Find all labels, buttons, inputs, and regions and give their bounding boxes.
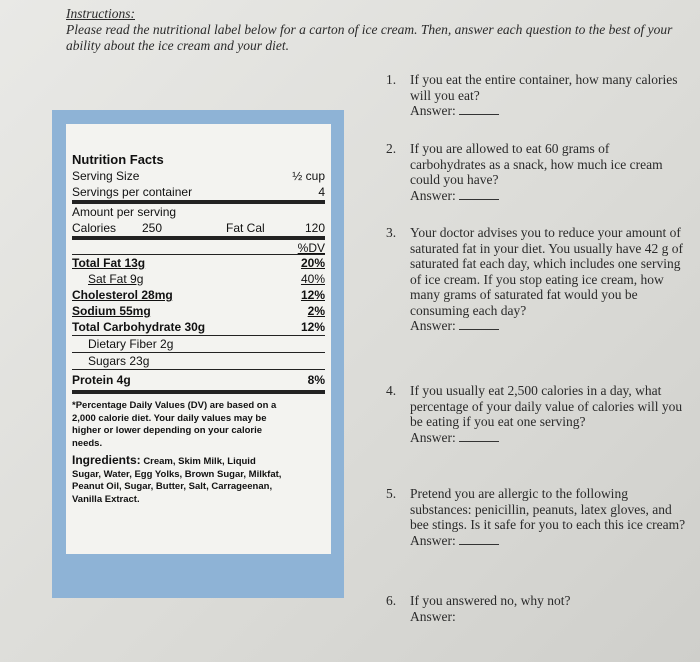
question-number: 1. bbox=[386, 72, 397, 87]
servings-value: 4 bbox=[318, 185, 325, 199]
nutrient-dv: 40% bbox=[300, 272, 325, 286]
question-text: Pretend you are allergic to the following substances: penicillin, peanuts, latex gloves, and bee stings. Is it safe for you to each this ice cream? bbox=[410, 486, 686, 532]
question-5 bbox=[386, 486, 686, 548]
answer-label: Answer: bbox=[410, 103, 456, 118]
answer-label: Answer: bbox=[410, 318, 456, 333]
nutrient-dv: 12% bbox=[300, 288, 325, 302]
question-number: 3. bbox=[386, 225, 397, 240]
question-number: 6. bbox=[386, 593, 397, 608]
calories-label: Calories bbox=[72, 221, 117, 235]
nutrient-name: Sugars 23g bbox=[88, 354, 150, 368]
calories-value: 250 bbox=[142, 221, 163, 235]
nutrient-dv: 12% bbox=[300, 320, 325, 334]
ingredients-label: Ingredients: bbox=[72, 453, 141, 467]
question-text: Your doctor advises you to reduce your amount of saturated fat in your diet. You usually have 42 g of saturated fat each day, which includes one serving of ice cream. If you stop eating ice cream, how many grams of saturated fat would you be consuming each day? bbox=[410, 225, 683, 318]
answer-blank[interactable] bbox=[459, 189, 499, 200]
nutrient-name: Sat Fat 9g bbox=[88, 272, 144, 286]
serving-size-label: Serving Size bbox=[72, 169, 140, 183]
answer-blank[interactable] bbox=[459, 431, 499, 442]
question-text: If you are allowed to eat 60 grams of carbohydrates as a snack, how much ice cream could you have? bbox=[410, 141, 663, 187]
nutrient-name: Total Carbohydrate 30g bbox=[72, 320, 206, 334]
nutrition-label bbox=[66, 124, 331, 554]
instructions-text: Please read the nutritional label below for a carton of ice cream. Then, answer each question to the best of your ability about the ice cream and your diet. bbox=[66, 22, 673, 53]
answer-label: Answer: bbox=[410, 532, 456, 548]
dv-header: %DV bbox=[297, 241, 325, 255]
question-1 bbox=[386, 72, 686, 119]
nutrient-dv: 20% bbox=[300, 256, 325, 270]
fat-cal-value: 120 bbox=[304, 221, 325, 235]
answer-label: Answer: bbox=[410, 429, 456, 445]
nutrient-name: Sodium 55mg bbox=[72, 304, 151, 318]
question-text: If you eat the entire container, how many calories will you eat? bbox=[410, 72, 678, 103]
answer-label: Answer: bbox=[410, 608, 456, 624]
ingredients bbox=[72, 454, 282, 506]
nutrient-dv: 2% bbox=[307, 304, 325, 318]
servings-label: Servings per container bbox=[72, 185, 193, 199]
nutrient-name: Protein 4g bbox=[72, 373, 131, 387]
ingredients-text: Cream, Skim Milk, Liquid Sugar, Water, Egg Yolks, Brown Sugar, Milkfat, Peanut Oil, Sugar, Butter, Salt, Carrageenan, Vanilla Extract. bbox=[72, 456, 282, 505]
serving-size-value: ½ cup bbox=[292, 169, 325, 183]
question-6 bbox=[386, 593, 686, 624]
question-number: 4. bbox=[386, 383, 397, 398]
nutrient-name: Total Fat 13g bbox=[72, 256, 146, 270]
question-4 bbox=[386, 383, 686, 445]
answer-blank[interactable] bbox=[459, 534, 499, 545]
instructions-heading: Instructions: bbox=[66, 6, 135, 21]
answer-blank[interactable] bbox=[459, 104, 499, 115]
question-2 bbox=[386, 141, 686, 203]
question-text: If you usually eat 2,500 calories in a day, what percentage of your daily value of calories will you be eating if you eat one serving? bbox=[410, 383, 683, 429]
question-text: If you answered no, why not? bbox=[410, 593, 571, 608]
amount-per-serving: Amount per serving bbox=[72, 205, 177, 219]
question-number: 5. bbox=[386, 486, 397, 501]
answer-blank[interactable] bbox=[459, 319, 499, 330]
fat-cal-label: Fat Cal bbox=[226, 221, 265, 235]
footnote: *Percentage Daily Values (DV) are based on a 2,000 calorie diet. Your daily values may be higher or lower depending on your calorie needs. bbox=[72, 400, 277, 449]
question-number: 2. bbox=[386, 141, 397, 156]
nutrient-dv: 8% bbox=[307, 373, 325, 387]
label-card bbox=[52, 110, 344, 598]
nutrient-name: Cholesterol 28mg bbox=[72, 288, 173, 302]
answer-label: Answer: bbox=[410, 187, 456, 203]
label-title: Nutrition Facts bbox=[72, 152, 164, 167]
instructions bbox=[66, 6, 686, 54]
question-3 bbox=[386, 225, 686, 334]
nutrient-name: Dietary Fiber 2g bbox=[88, 337, 174, 351]
